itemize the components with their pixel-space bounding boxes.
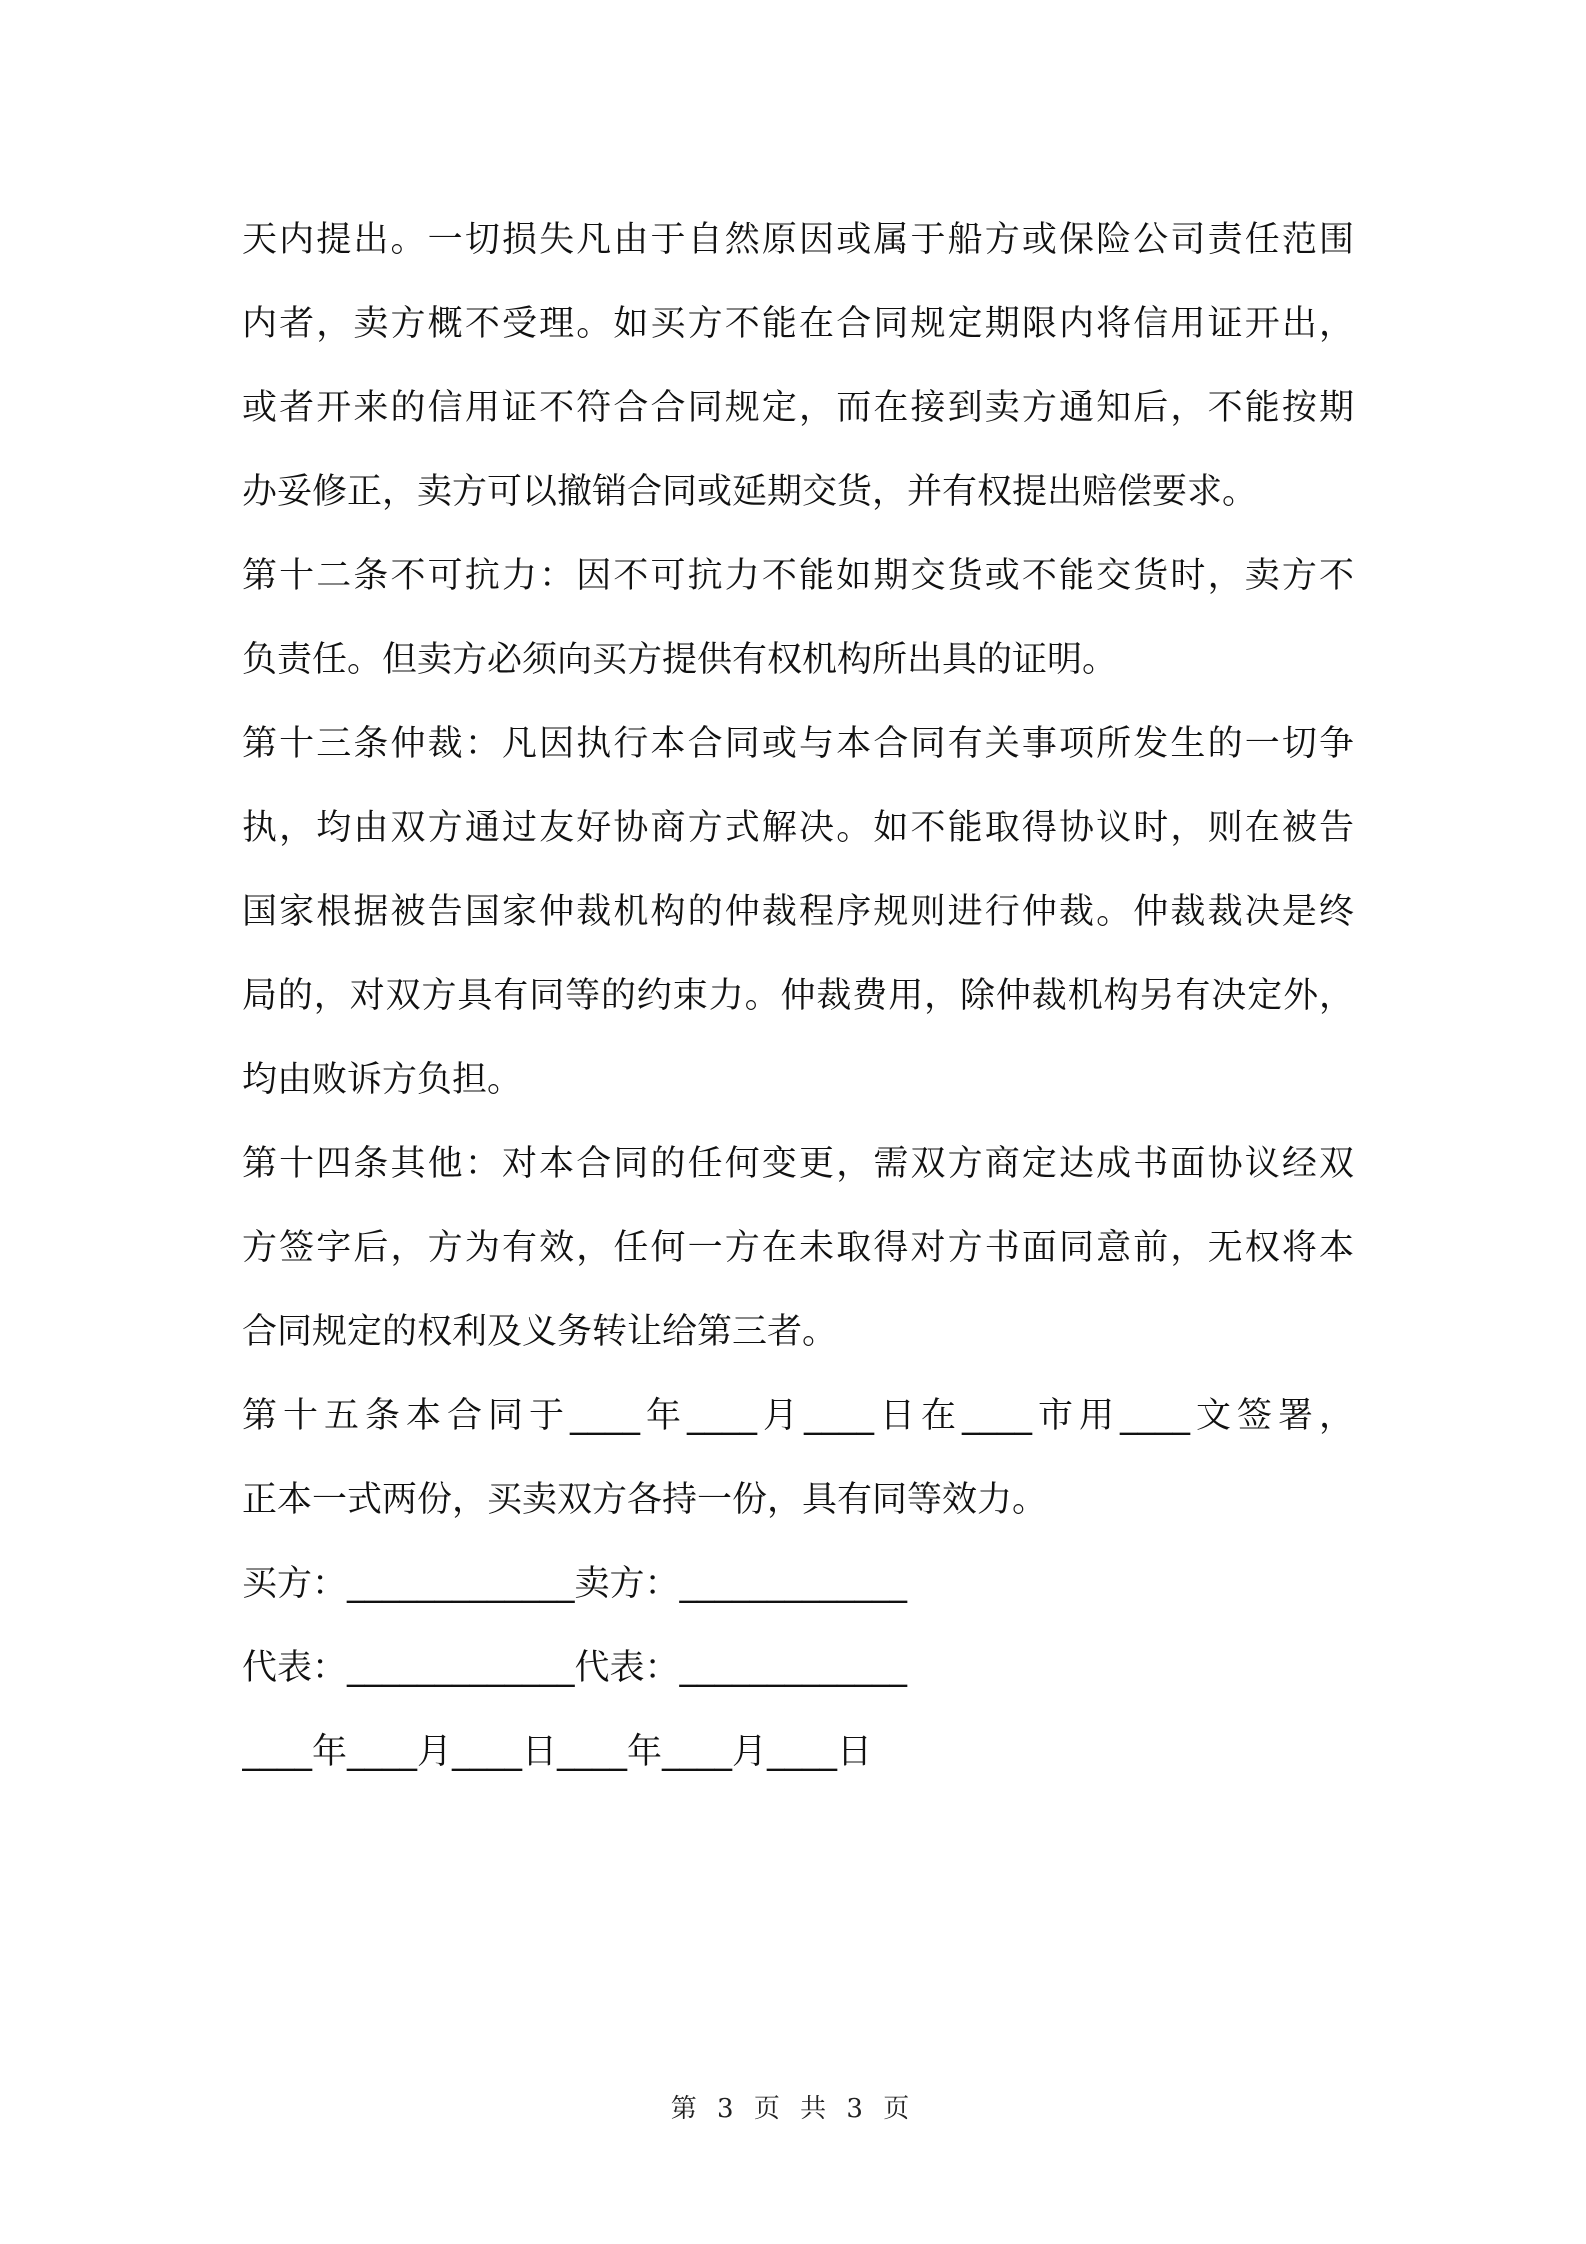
- text-line: 天内提出。一切损失凡由于自然原因或属于船方或保险公司责任范围: [242, 220, 1354, 260]
- buyer-seller-signature-line: 买方：_____________卖方：_____________: [242, 1564, 908, 1604]
- representative-signature-line: 代表：_____________代表：_____________: [242, 1648, 908, 1688]
- document-body: [242, 198, 1354, 1794]
- page-number-footer: 第 3 页 共 3 页: [670, 2094, 916, 2124]
- text-line: 国家根据被告国家仲裁机构的仲裁程序规则进行仲裁。仲裁裁决是终: [242, 892, 1354, 932]
- text-line: 办妥修正，卖方可以撤销合同或延期交货，并有权提出赔偿要求。: [242, 472, 1258, 512]
- text-line: 合同规定的权利及义务转让给第三者。: [242, 1312, 838, 1352]
- text-line: 内者，卖方概不受理。如买方不能在合同规定期限内将信用证开出，: [242, 304, 1354, 344]
- article-13-line: 第十三条仲裁：凡因执行本合同或与本合同有关事项所发生的一切争: [242, 724, 1354, 764]
- text-line: 局的，对双方具有同等的约束力。仲裁费用，除仲裁机构另有决定外，: [242, 976, 1354, 1016]
- text-line: 正本一式两份，买卖双方各持一份，具有同等效力。: [242, 1480, 1048, 1520]
- article-14-line: 第十四条其他：对本合同的任何变更，需双方商定达成书面协议经双: [242, 1144, 1354, 1184]
- article-12-line: 第十二条不可抗力：因不可抗力不能如期交货或不能交货时，卖方不: [242, 556, 1354, 596]
- text-line: 负责任。但卖方必须向买方提供有权机构所出具的证明。: [242, 640, 1118, 680]
- date-signature-line: ____年____月____日____年____月____日: [242, 1732, 873, 1772]
- text-line: 或者开来的信用证不符合合同规定，而在接到卖方通知后，不能按期: [242, 388, 1354, 428]
- text-line: 方签字后，方为有效，任何一方在未取得对方书面同意前，无权将本: [242, 1228, 1354, 1268]
- article-15-line: 第十五条本合同于____年____月____日在____市用____文签署，: [242, 1396, 1354, 1436]
- text-line: 执，均由双方通过友好协商方式解决。如不能取得协议时，则在被告: [242, 808, 1354, 848]
- text-line: 均由败诉方负担。: [242, 1060, 523, 1100]
